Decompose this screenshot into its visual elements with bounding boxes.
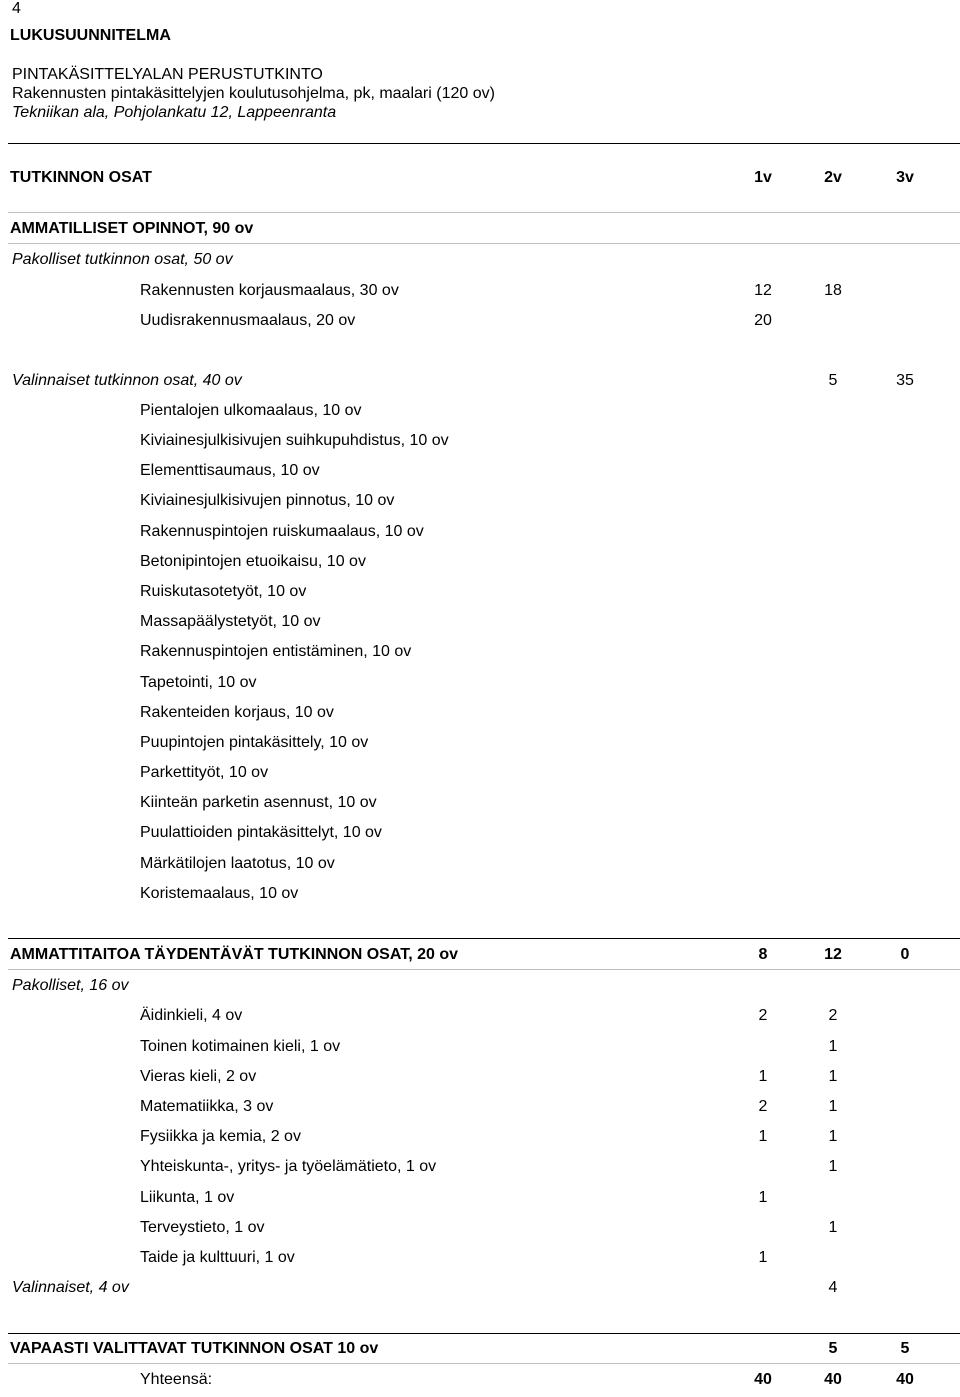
total-year-3: 40 xyxy=(896,1371,914,1388)
course-name: Fysiikka ja kemia, 2 ov xyxy=(140,1128,301,1145)
course-name: Rakennusten korjausmaalaus, 30 ov xyxy=(140,282,399,299)
section-title-vapaasti: VAPAASTI VALITTAVAT TUTKINNON OSAT 10 ov xyxy=(10,1340,379,1357)
group-label-valinnaiset: Valinnaiset, 4 ov xyxy=(12,1279,129,1296)
group-label-pakolliset: Pakolliset tutkinnon osat, 50 ov xyxy=(12,251,233,268)
divider xyxy=(8,243,960,244)
elective-course: Kiviainesjulkisivujen suihkupuhdistus, 10 ov xyxy=(140,432,449,449)
course-year-2: 1 xyxy=(828,1219,838,1236)
course-year-1: 2 xyxy=(758,1098,768,1115)
header-line-1: PINTAKÄSITTELYALAN PERUSTUTKINTO xyxy=(12,66,323,83)
course-year-2: 1 xyxy=(828,1098,838,1115)
course-name: Uudisrakennusmaalaus, 20 ov xyxy=(140,312,356,329)
group-label-valinnaiset: Valinnaiset tutkinnon osat, 40 ov xyxy=(12,372,242,389)
table-header-label: TUTKINNON OSAT xyxy=(10,169,152,186)
elective-course: Parkettityöt, 10 ov xyxy=(140,764,269,781)
course-year-2: 18 xyxy=(824,282,842,299)
elective-course: Puupintojen pintakäsittely, 10 ov xyxy=(140,734,369,751)
course-year-1: 12 xyxy=(754,282,772,299)
course-name: Äidinkieli, 4 ov xyxy=(140,1007,243,1024)
divider xyxy=(8,212,960,213)
elective-course: Kiinteän parketin asennust, 10 ov xyxy=(140,794,377,811)
elective-course: Koristemaalaus, 10 ov xyxy=(140,885,299,902)
group-year-2: 5 xyxy=(828,372,838,389)
section-year-2: 12 xyxy=(824,946,842,963)
divider xyxy=(8,1333,960,1334)
table-header-year-2: 2v xyxy=(824,169,842,186)
elective-course: Pientalojen ulkomaalaus, 10 ov xyxy=(140,402,362,419)
elective-course: Betonipintojen etuoikaisu, 10 ov xyxy=(140,553,366,570)
course-year-1: 1 xyxy=(758,1249,768,1266)
course-name: Taide ja kulttuuri, 1 ov xyxy=(140,1249,295,1266)
page-title: LUKUSUUNNITELMA xyxy=(10,27,171,44)
course-name: Vieras kieli, 2 ov xyxy=(140,1068,257,1085)
course-year-1: 20 xyxy=(754,312,772,329)
section-title-taydentavat: AMMATTITAITOA TÄYDENTÄVÄT TUTKINNON OSAT, 20 ov xyxy=(10,946,458,963)
divider xyxy=(8,969,960,970)
course-name: Terveystieto, 1 ov xyxy=(140,1219,265,1236)
page-number: 4 xyxy=(12,0,21,17)
elective-course: Massapäälystetyöt, 10 ov xyxy=(140,613,321,630)
header-line-2: Rakennusten pintakäsittelyjen koulutusohjelma, pk, maalari (120 ov) xyxy=(12,85,495,102)
course-year-1: 2 xyxy=(758,1007,768,1024)
elective-course: Rakenteiden korjaus, 10 ov xyxy=(140,704,334,721)
divider xyxy=(8,1363,960,1364)
course-year-1: 1 xyxy=(758,1189,768,1206)
course-year-2: 2 xyxy=(828,1007,838,1024)
elective-course: Elementtisaumaus, 10 ov xyxy=(140,462,320,479)
course-year-1: 1 xyxy=(758,1128,768,1145)
elective-course: Rakennuspintojen ruiskumaalaus, 10 ov xyxy=(140,523,424,540)
elective-course: Tapetointi, 10 ov xyxy=(140,674,257,691)
course-name: Toinen kotimainen kieli, 1 ov xyxy=(140,1038,341,1055)
section-year-3: 5 xyxy=(900,1340,910,1357)
elective-course: Märkätilojen laatotus, 10 ov xyxy=(140,855,335,872)
section-title-ammatilliset: AMMATILLISET OPINNOT, 90 ov xyxy=(10,220,254,237)
course-year-2: 1 xyxy=(828,1158,838,1175)
elective-course: Rakennuspintojen entistäminen, 10 ov xyxy=(140,643,412,660)
group-year-3: 35 xyxy=(896,372,914,389)
section-year-1: 8 xyxy=(758,946,768,963)
elective-course: Kiviainesjulkisivujen pinnotus, 10 ov xyxy=(140,492,395,509)
total-year-1: 40 xyxy=(754,1371,772,1388)
total-year-2: 40 xyxy=(824,1371,842,1388)
course-name: Matematiikka, 3 ov xyxy=(140,1098,274,1115)
elective-course: Puulattioiden pintakäsittelyt, 10 ov xyxy=(140,824,382,841)
divider xyxy=(8,938,960,939)
elective-course: Ruiskutasotetyöt, 10 ov xyxy=(140,583,307,600)
header-line-3: Tekniikan ala, Pohjolankatu 12, Lappeenranta xyxy=(12,104,337,121)
course-year-2: 1 xyxy=(828,1038,838,1055)
group-label-pakolliset: Pakolliset, 16 ov xyxy=(12,977,129,994)
total-label: Yhteensä: xyxy=(140,1371,213,1388)
divider xyxy=(8,143,960,144)
course-name: Yhteiskunta-, yritys- ja työelämätieto, 1 ov xyxy=(140,1158,437,1175)
group-year-2: 4 xyxy=(828,1279,838,1296)
section-year-3: 0 xyxy=(900,946,910,963)
course-year-2: 1 xyxy=(828,1068,838,1085)
course-year-2: 1 xyxy=(828,1128,838,1145)
section-year-2: 5 xyxy=(828,1340,838,1357)
table-header-year-1: 1v xyxy=(754,169,772,186)
course-year-1: 1 xyxy=(758,1068,768,1085)
table-header-year-3: 3v xyxy=(896,169,914,186)
course-name: Liikunta, 1 ov xyxy=(140,1189,235,1206)
